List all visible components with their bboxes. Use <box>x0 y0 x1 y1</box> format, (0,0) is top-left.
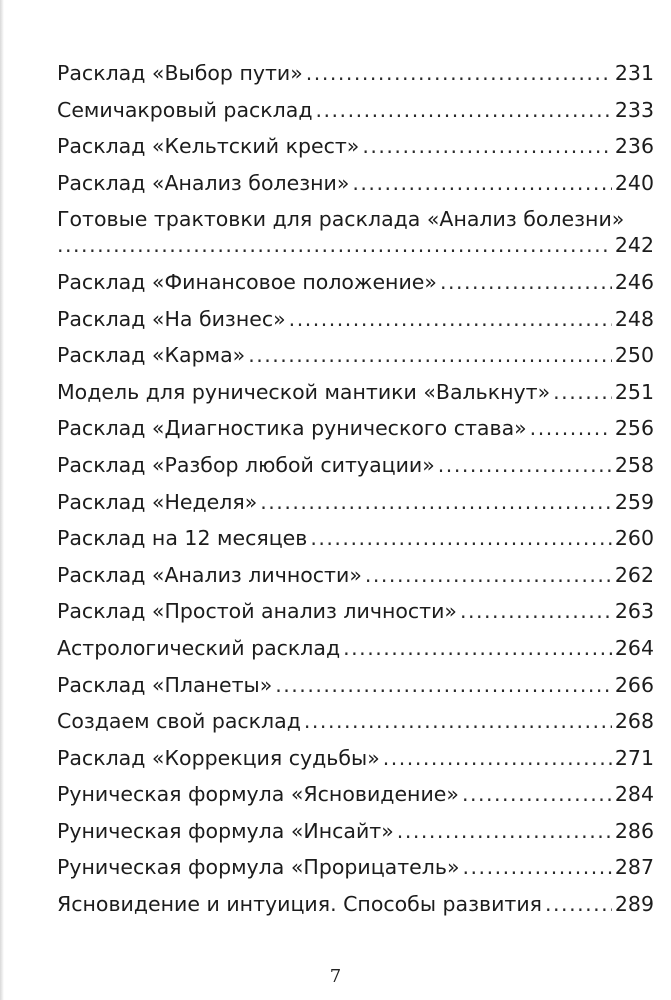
dot-leader <box>310 525 612 551</box>
toc-entry-title: Расклад «Неделя» <box>57 489 258 514</box>
toc-entry[interactable] <box>57 60 654 86</box>
toc-entry-title: Расклад «Планеты» <box>57 672 273 697</box>
toc-entry-page: 236 <box>614 134 654 159</box>
toc-entry-page: 233 <box>614 97 654 122</box>
table-of-contents <box>57 60 654 928</box>
toc-entry-page: 242 <box>614 233 654 258</box>
toc-entry-page: 240 <box>614 170 654 195</box>
toc-entry-title: Модель для рунической мантики «Валькнут» <box>57 379 551 404</box>
page-number: 7 <box>329 966 342 987</box>
dot-leader <box>316 97 612 123</box>
toc-entry[interactable] <box>57 489 654 515</box>
dot-leader <box>304 708 612 734</box>
dot-leader <box>440 269 612 295</box>
dot-leader <box>438 452 612 478</box>
dot-leader <box>553 379 612 405</box>
toc-entry-title: Руническая формула «Прорицатель» <box>57 855 460 880</box>
toc-entry[interactable] <box>57 818 654 844</box>
toc-entry[interactable] <box>57 854 654 880</box>
toc-entry[interactable] <box>57 891 654 917</box>
toc-entry-page: 259 <box>614 489 654 514</box>
toc-entry[interactable] <box>57 672 654 698</box>
toc-entry[interactable] <box>57 170 654 196</box>
dot-leader <box>460 598 612 624</box>
toc-entry-title: Готовые трактовки для расклада «Анализ болезни» <box>57 207 625 232</box>
toc-entry[interactable] <box>57 379 654 405</box>
toc-entry[interactable] <box>57 306 654 332</box>
toc-entry-page: 287 <box>614 855 654 880</box>
toc-entry-title: Астрологический расклад <box>57 635 341 660</box>
toc-entry-page: 263 <box>614 599 654 624</box>
toc-entry-title: Расклад «Финансовое положение» <box>57 269 437 294</box>
toc-entry-page: 258 <box>614 452 654 477</box>
toc-entry-title: Создаем свой расклад <box>57 709 301 734</box>
toc-entry-title: Руническая формула «Ясновидение» <box>57 782 459 807</box>
toc-entry[interactable] <box>57 269 654 295</box>
toc-entry-title: Расклад «На бизнес» <box>57 306 286 331</box>
toc-entry-title: Расклад «Анализ болезни» <box>57 170 350 195</box>
toc-entry-title: Расклад «Карма» <box>57 343 246 368</box>
dot-leader <box>275 672 612 698</box>
toc-entry-title: Расклад «Коррекция судьбы» <box>57 745 380 770</box>
dot-leader <box>343 635 612 661</box>
toc-entry-page: 246 <box>614 269 654 294</box>
dot-leader <box>383 745 612 771</box>
dot-leader <box>462 781 612 807</box>
dot-leader <box>289 306 612 332</box>
toc-entry-page: 262 <box>614 562 654 587</box>
toc-entry[interactable] <box>57 781 654 807</box>
toc-entry-title: Расклад на 12 месяцев <box>57 526 308 551</box>
toc-entry-title: Расклад «Разбор любой ситуации» <box>57 452 435 477</box>
toc-entry-title: Семичакровый расклад <box>57 97 313 122</box>
toc-entry[interactable] <box>57 342 654 368</box>
toc-entry-page: 286 <box>614 818 654 843</box>
toc-entry[interactable] <box>57 415 654 441</box>
toc-entry[interactable] <box>57 708 654 734</box>
toc-entry-page: 284 <box>614 782 654 807</box>
toc-entry[interactable] <box>57 745 654 771</box>
toc-entry-title: Расклад «Кельтский крест» <box>57 134 360 159</box>
dot-leader <box>530 415 612 441</box>
toc-entry-title: Расклад «Выбор пути» <box>57 61 303 85</box>
toc-entry-title: Расклад «Анализ личности» <box>57 562 362 587</box>
toc-entry[interactable] <box>57 133 654 159</box>
toc-entry-page: 251 <box>614 379 654 404</box>
toc-entry-page: 260 <box>614 526 654 551</box>
dot-leader <box>397 818 612 844</box>
toc-entry[interactable] <box>57 598 654 624</box>
toc-entry-continuation <box>57 232 654 258</box>
toc-entry-page: 289 <box>614 892 654 917</box>
toc-entry[interactable] <box>57 206 654 258</box>
toc-entry[interactable] <box>57 452 654 478</box>
toc-entry-title: Руническая формула «Инсайт» <box>57 818 394 843</box>
toc-entry-title: Расклад «Простой анализ личности» <box>57 599 457 624</box>
dot-leader <box>57 232 612 258</box>
toc-entry-page: 271 <box>614 745 654 770</box>
toc-entry-page: 264 <box>614 635 654 660</box>
toc-entry-page: 256 <box>614 416 654 441</box>
toc-entry-page: 231 <box>614 61 654 85</box>
toc-entry[interactable] <box>57 97 654 123</box>
toc-entry-page: 266 <box>614 672 654 697</box>
dot-leader <box>365 562 612 588</box>
dot-leader <box>352 170 611 196</box>
toc-entry-page: 250 <box>614 343 654 368</box>
dot-leader <box>463 854 612 880</box>
dot-leader <box>248 342 612 368</box>
toc-entry[interactable] <box>57 635 654 661</box>
toc-entry-title: Расклад «Диагностика рунического става» <box>57 416 527 441</box>
dot-leader <box>306 60 612 86</box>
toc-entry-title: Ясновидение и интуиция. Способы развития <box>57 892 543 917</box>
toc-entry-page: 268 <box>614 709 654 734</box>
toc-entry-page: 248 <box>614 306 654 331</box>
toc-entry[interactable] <box>57 525 654 551</box>
dot-leader <box>362 133 612 159</box>
dot-leader <box>545 891 612 917</box>
dot-leader <box>260 489 612 515</box>
toc-entry[interactable] <box>57 562 654 588</box>
page-edge-shadow <box>0 0 4 1000</box>
